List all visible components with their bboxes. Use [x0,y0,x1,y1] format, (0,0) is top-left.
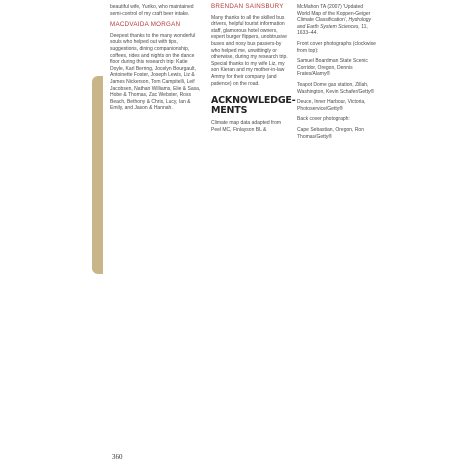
climate-citation [297,4,377,37]
author-heading-1: MACDVAIDA MORGAN [110,21,181,29]
citation-start: McMahon TA (2007) 'Updated World Map of the Koppen-Geiger Climate Classification', [297,4,371,24]
credit-line: Deuce, Inner Harbour, Victoria, Photoservice/Getty® [297,99,366,112]
citation-journal: Hydrology and Earth System Sciences, [297,17,372,30]
author-thanks-2: Many thanks to all the skilled bus drivers, helpful tourist information staff, glamorous hotel owners, expert burger flippers, unobtrusive buses and nosy bus passers-by who helped me, unwittingly or otherwise, during my research trip. Special thanks to my wife Liz, my son Kieran and my mother-in-law Ammy for their company (and patience) on the road. [211,14,288,87]
credit-line: Samuel Boardman State Scenic Corridor, Oregon, Dennis Frates/Alamy® [297,58,368,78]
author-heading-2: BRENDAN SAINSBURY [211,3,284,10]
page-number: 360 [112,453,123,461]
column-2 [211,3,296,136]
author-thanks-1: Deepest thanks to the many wonderful souls who helped out with tips, suggestions, dining companionship, coffees, rides and nights on the dance floor during this research trip: Katie Doyle, Karl Berring, Jocelyn Bourgault, Antoinette Foster, Joseph Lewis, Liz & James Nickerson, Tom Campitelli, Leif Jacobsen, Nathan Williams, Elie & Sasa, Hobe & Thomas, Zac Webster, Ross Beach, Bethony & Chris, Lucy, Ian & Emily, and Jason & Hannah. [110,32,201,112]
climate-credit-start: Climate map data adapted from Peel MC, Finlayson BL & [211,120,282,133]
credit-line: Front cover photographs (clockwise from top): [297,40,376,54]
credit-line: Back cover photograph: [297,116,350,123]
section-tab [92,76,103,274]
acknowledgements-heading: ACKNOWLEDGE-MENTS [211,95,296,117]
column-1 [110,4,202,115]
credit-line: Cape Sebastian, Oregon, Ron Thomas/Getty® [297,126,364,140]
intro-paragraph: beautiful wife, Yuriko, who maintained semi-control of my craft beer intake. [110,4,194,17]
column-3 [297,4,377,144]
citation-end: 11, 1633–44. [297,23,368,37]
credit-line: Teapot Dome gas station, Zillah, Washington, Kevin Schafer/Getty® [297,81,375,95]
